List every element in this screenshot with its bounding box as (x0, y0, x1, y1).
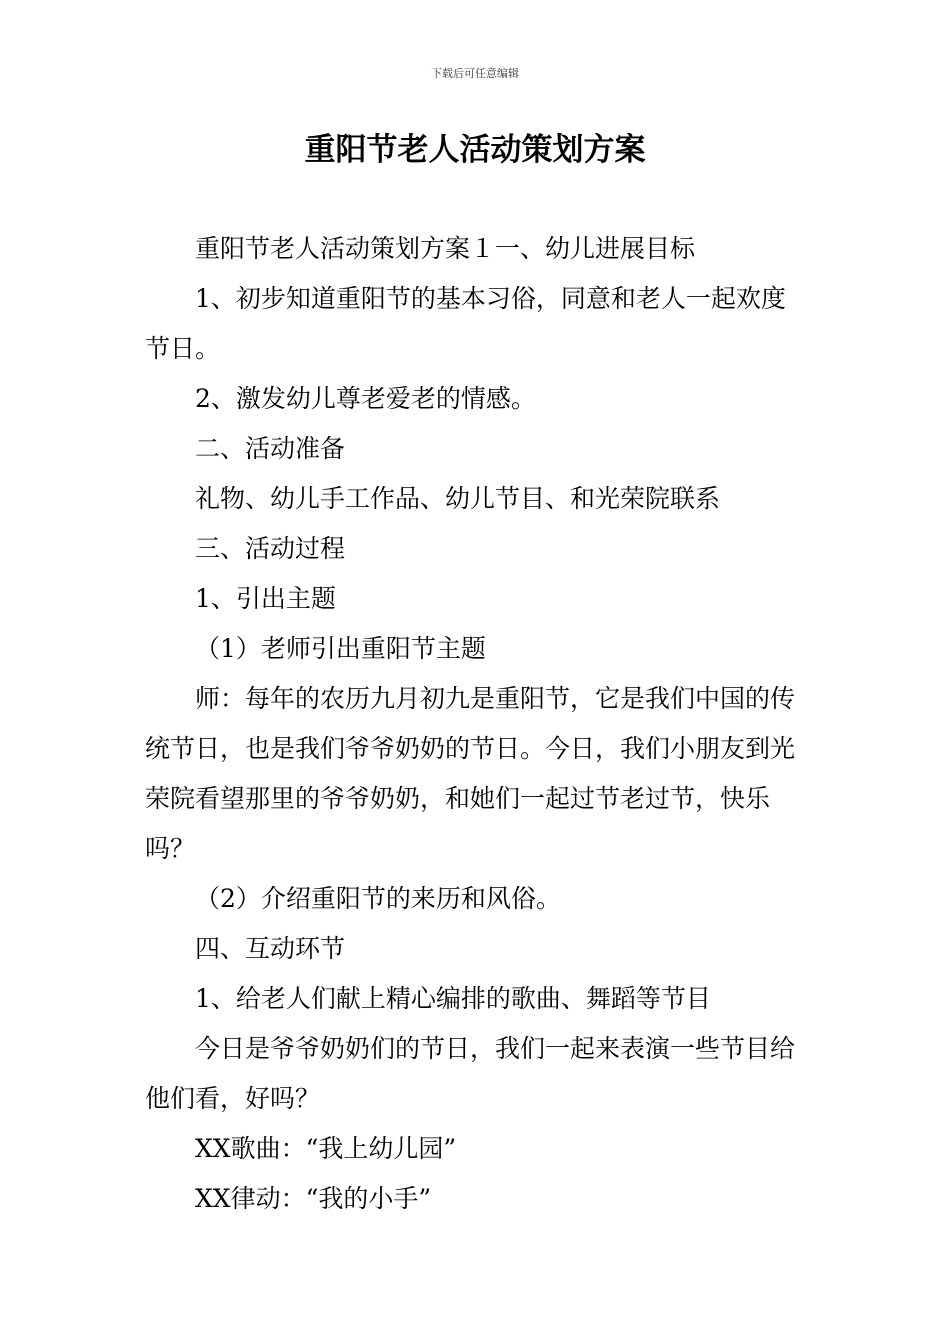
paragraph-interaction-speech: 今日是爷爷奶奶们的节日，我们一起来表演一些节目给他们看，好吗？ (145, 1034, 796, 1113)
paragraph-program-rhythm: XX律动：“我的小手” (195, 1184, 432, 1213)
paragraph-goal-2: 2、激发幼儿尊老爱老的情感。 (195, 384, 536, 413)
header-note: 下载后可任意编辑 (431, 67, 519, 80)
paragraph-teacher-speech: 师：每年的农历九月初九是重阳节，它是我们中国的传统节日，也是我们爷爷奶奶的节日。今日，我们小朋友到光荣院看望那里的爷爷奶奶，和她们一起过节老过节，快乐吗？ (145, 684, 796, 863)
document-body (145, 224, 810, 1224)
paragraph-goal-1: 1、初步知道重阳节的基本习俗，同意和老人一起欢度节日。 (145, 284, 786, 363)
paragraph-process-substep-2: （2）介绍重阳节的来历和风俗。 (195, 884, 561, 913)
paragraph-process-step-1: 1、引出主题 (195, 584, 336, 613)
document-title: 重阳节老人活动策划方案 (304, 132, 646, 168)
paragraph-process-heading: 三、活动过程 (195, 534, 346, 563)
paragraph-goals-heading: 重阳节老人活动策划方案１一、幼儿进展目标 (195, 234, 696, 263)
paragraph-preparation-items: 礼物、幼儿手工作品、幼儿节目、和光荣院联系 (195, 484, 721, 513)
paragraph-program-song: XX歌曲：“我上幼儿园” (195, 1134, 457, 1163)
paragraph-interaction-step-1: 1、给老人们献上精心编排的歌曲、舞蹈等节目 (195, 984, 711, 1013)
paragraph-interaction-heading: 四、互动环节 (195, 934, 346, 963)
paragraph-preparation-heading: 二、活动准备 (195, 434, 346, 463)
paragraph-process-substep-1: （1）老师引出重阳节主题 (195, 634, 486, 663)
